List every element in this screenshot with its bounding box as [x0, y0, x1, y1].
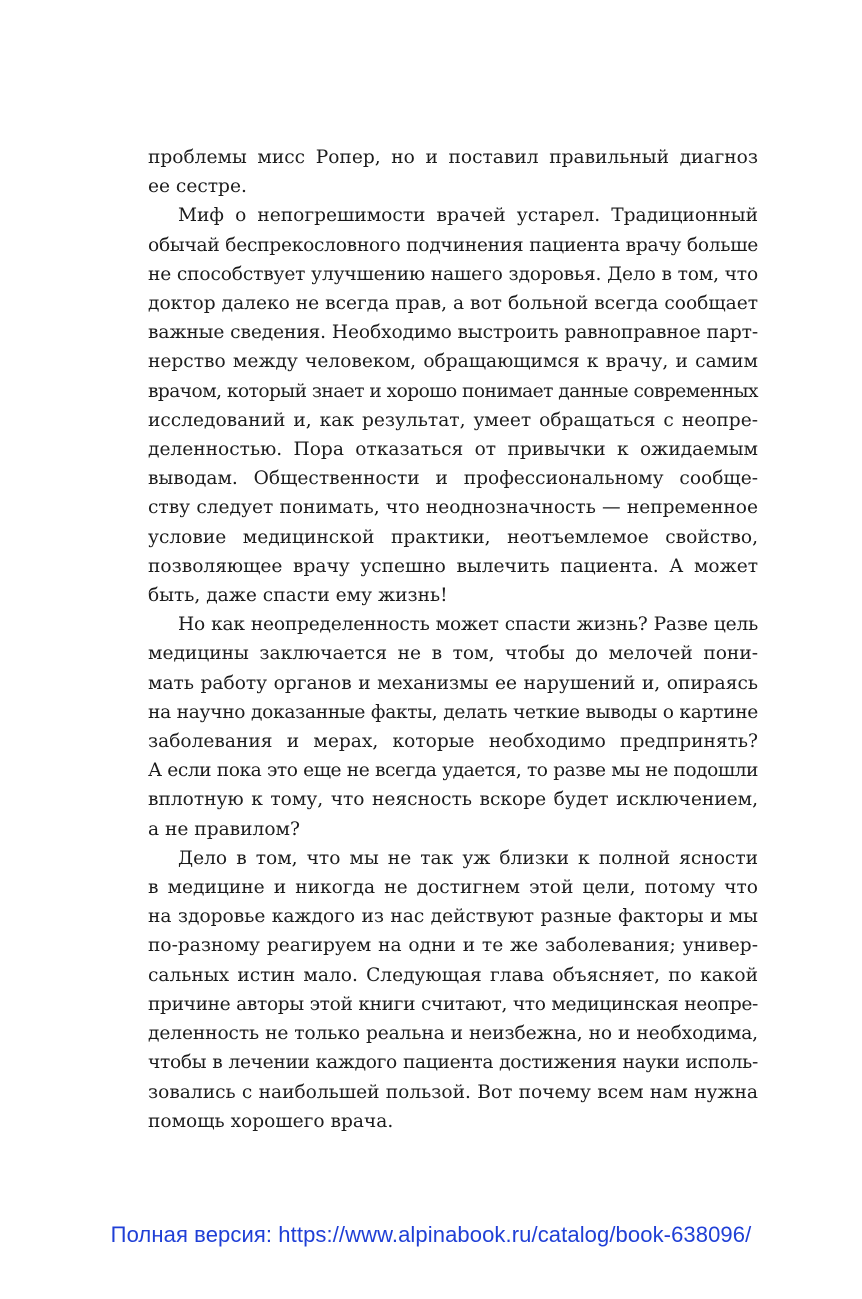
text-line: сальных истин мало. Следующая глава объясняет, по какой [148, 964, 758, 986]
text-line: позволяющее врачу успешно вылечить пациента. А может [148, 555, 758, 577]
text-line: вплотную к тому, что неясность вскоре будет исключением, [148, 789, 758, 811]
text-line: ству следует понимать, что неоднозначность — непременное [148, 497, 758, 519]
paragraph-1 [148, 143, 758, 201]
text-line: помощь хорошего врача. [148, 1110, 394, 1132]
text-line: мать работу органов и механизмы ее нарушений и, опираясь [148, 672, 758, 694]
text-line: быть, даже спасти ему жизнь! [148, 585, 448, 607]
text-line: медицины заключается не в том, чтобы до мелочей пони- [148, 643, 758, 665]
text-line: нерство между человеком, обращающимся к врачу, и самим [148, 351, 758, 373]
text-line: а не правилом? [148, 818, 300, 840]
text-line: проблемы мисс Ропер, но и поставил правильный диагноз [148, 147, 758, 168]
full-version-link[interactable]: Полная версия: https://www.alpinabook.ru/catalog/book-638096/ [110, 1222, 752, 1247]
text-line: деленностью. Пора отказаться от привычки к ожидаемым [148, 439, 758, 461]
text-line: важные сведения. Необходимо выстроить равноправное парт- [148, 322, 758, 344]
text-line: Но как неопределенность может спасти жизнь? Разве цель [178, 614, 758, 636]
text-line: Миф о непогрешимости врачей устарел. Традиционный [178, 205, 758, 227]
text-line: доктор далеко не всегда прав, а вот больной всегда сообщает [148, 293, 758, 315]
text-line: деленность не только реальна и неизбежна, но и необходима, [148, 1023, 758, 1045]
text-line: ее сестре. [148, 176, 247, 198]
text-line: А если пока это еще не всегда удается, то разве мы не подошли [148, 760, 758, 782]
text-line: в медицине и никогда не достигнем этой цели, потому что [148, 877, 758, 899]
text-line: чтобы в лечении каждого пациента достижения науки исполь- [148, 1052, 758, 1074]
text-line: на научно доказанные факты, делать четкие выводы о картине [148, 701, 758, 723]
text-line: условие медицинской практики, неотъемлемое свойство, [148, 526, 758, 548]
text-line: причине авторы этой книги считают, что медицинская неопре- [148, 993, 758, 1015]
paragraph-2 [148, 201, 758, 610]
text-line: на здоровье каждого из нас действуют разные факторы и мы [148, 906, 758, 928]
text-line: по-разному реагируем на одни и те же заболевания; универ- [148, 935, 758, 957]
text-line: заболевания и мерах, которые необходимо предпринять? [148, 731, 758, 753]
body-text [148, 143, 758, 1136]
text-line: обычай беспрекословного подчинения пациента врачу больше [148, 234, 758, 256]
text-line: выводам. Общественности и профессиональному сообще- [148, 468, 758, 490]
text-line: Дело в том, что мы не так уж близки к полной ясности [178, 847, 758, 869]
text-line: исследований и, как результат, умеет обращаться с неопре- [148, 409, 758, 431]
text-line: не способствует улучшению нашего здоровья. Дело в том, что [148, 263, 758, 285]
paragraph-4 [148, 844, 758, 1136]
text-line: врачом, который знает и хорошо понимает данные современных [148, 380, 758, 402]
paragraph-3 [148, 610, 758, 844]
text-line: зовались с наибольшей пользой. Вот почему всем нам нужна [148, 1081, 758, 1103]
